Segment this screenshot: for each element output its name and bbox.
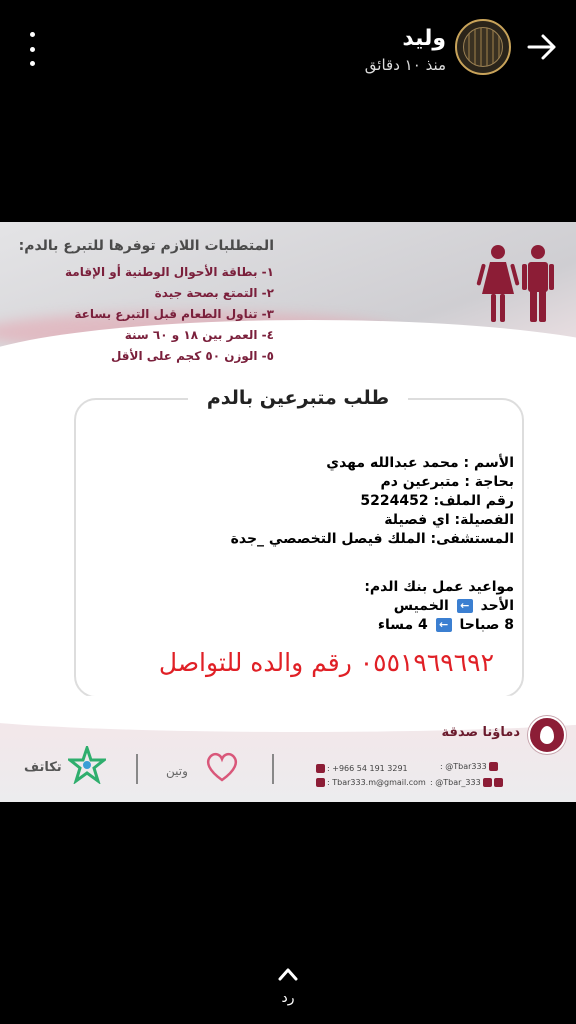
snap-insta-handle: : @Tbar_333: [430, 778, 503, 787]
twitter-handle: : @Tbar333: [440, 762, 498, 771]
story-timestamp: منذ ١٠ دقائق: [364, 56, 446, 74]
patient-details: [214, 454, 514, 549]
whatsapp-icon: [316, 764, 325, 773]
patient-name: الأسم : محمد عبدالله مهدي: [326, 455, 514, 471]
patient-hospital: المستشفى: الملك فيصل التخصصي _جدة: [230, 531, 514, 547]
man-woman-icon: [476, 244, 560, 324]
instagram-icon: [483, 778, 492, 787]
reply-button[interactable]: رد: [281, 990, 295, 1006]
patient-file-number: رقم الملف: 5224452: [360, 493, 514, 509]
partner-takaful: تكاتف: [24, 760, 62, 775]
email-icon: [316, 778, 325, 787]
story-user-name[interactable]: وليد: [402, 26, 446, 51]
list-item: ٣- تناول الطعام قبل التبرع بساعة: [74, 307, 274, 321]
avatar[interactable]: [455, 19, 511, 75]
twitter-icon: [489, 762, 498, 771]
list-item: ٥- الوزن ٥٠ كجم على الأقل: [110, 349, 274, 363]
heart-icon: [202, 746, 242, 786]
email-address: : Tbar333.m@gmail.com: [316, 778, 426, 787]
request-title: طلب متبرعين بالدم: [188, 384, 408, 412]
vertical-dots-icon[interactable]: [22, 32, 42, 66]
requirements-title: المتطلبات اللازم توفرها للتبرع بالدم:: [18, 238, 274, 254]
whatsapp-number: : +966 54 191 3291: [316, 764, 408, 773]
list-item: ٤- العمر بين ١٨ و ٦٠ سنة: [124, 328, 274, 342]
bank-times: 8 صباحا ← 4 مساء: [377, 617, 514, 633]
patient-need: بحاجة : متبرعين دم: [380, 474, 514, 490]
story-header: [0, 0, 576, 110]
arrow-right-icon[interactable]: [526, 33, 558, 61]
story-image-flyer: [0, 222, 576, 802]
star-logo-icon: [68, 746, 106, 784]
blood-bank-hours: [254, 578, 514, 635]
partner-watani: وتين: [166, 764, 188, 778]
arrow-left-icon: ←: [436, 618, 452, 632]
divider: [136, 754, 138, 784]
list-item: ١- بطاقة الأحوال الوطنية أو الإقامة: [65, 265, 274, 279]
bank-hours-title: مواعيد عمل بنك الدم:: [364, 579, 514, 595]
brand-name: دماؤنا صدقة: [441, 725, 520, 740]
list-item: ٢- التمتع بصحة جيدة: [154, 286, 274, 300]
bank-days: الأحد ← الخميس: [393, 598, 514, 614]
blood-drop-logo-icon: [528, 716, 566, 754]
divider: [272, 754, 274, 784]
contact-number[interactable]: ٠٥٥١٩٦٩٦٩٢ رقم والده للتواصل: [158, 648, 494, 677]
snapchat-icon: [494, 778, 503, 787]
arrow-left-icon: ←: [457, 599, 473, 613]
requirements-list: [24, 262, 274, 367]
chevron-up-icon[interactable]: [277, 966, 299, 982]
patient-blood-type: الفصيلة: اي فصيلة: [384, 512, 514, 528]
